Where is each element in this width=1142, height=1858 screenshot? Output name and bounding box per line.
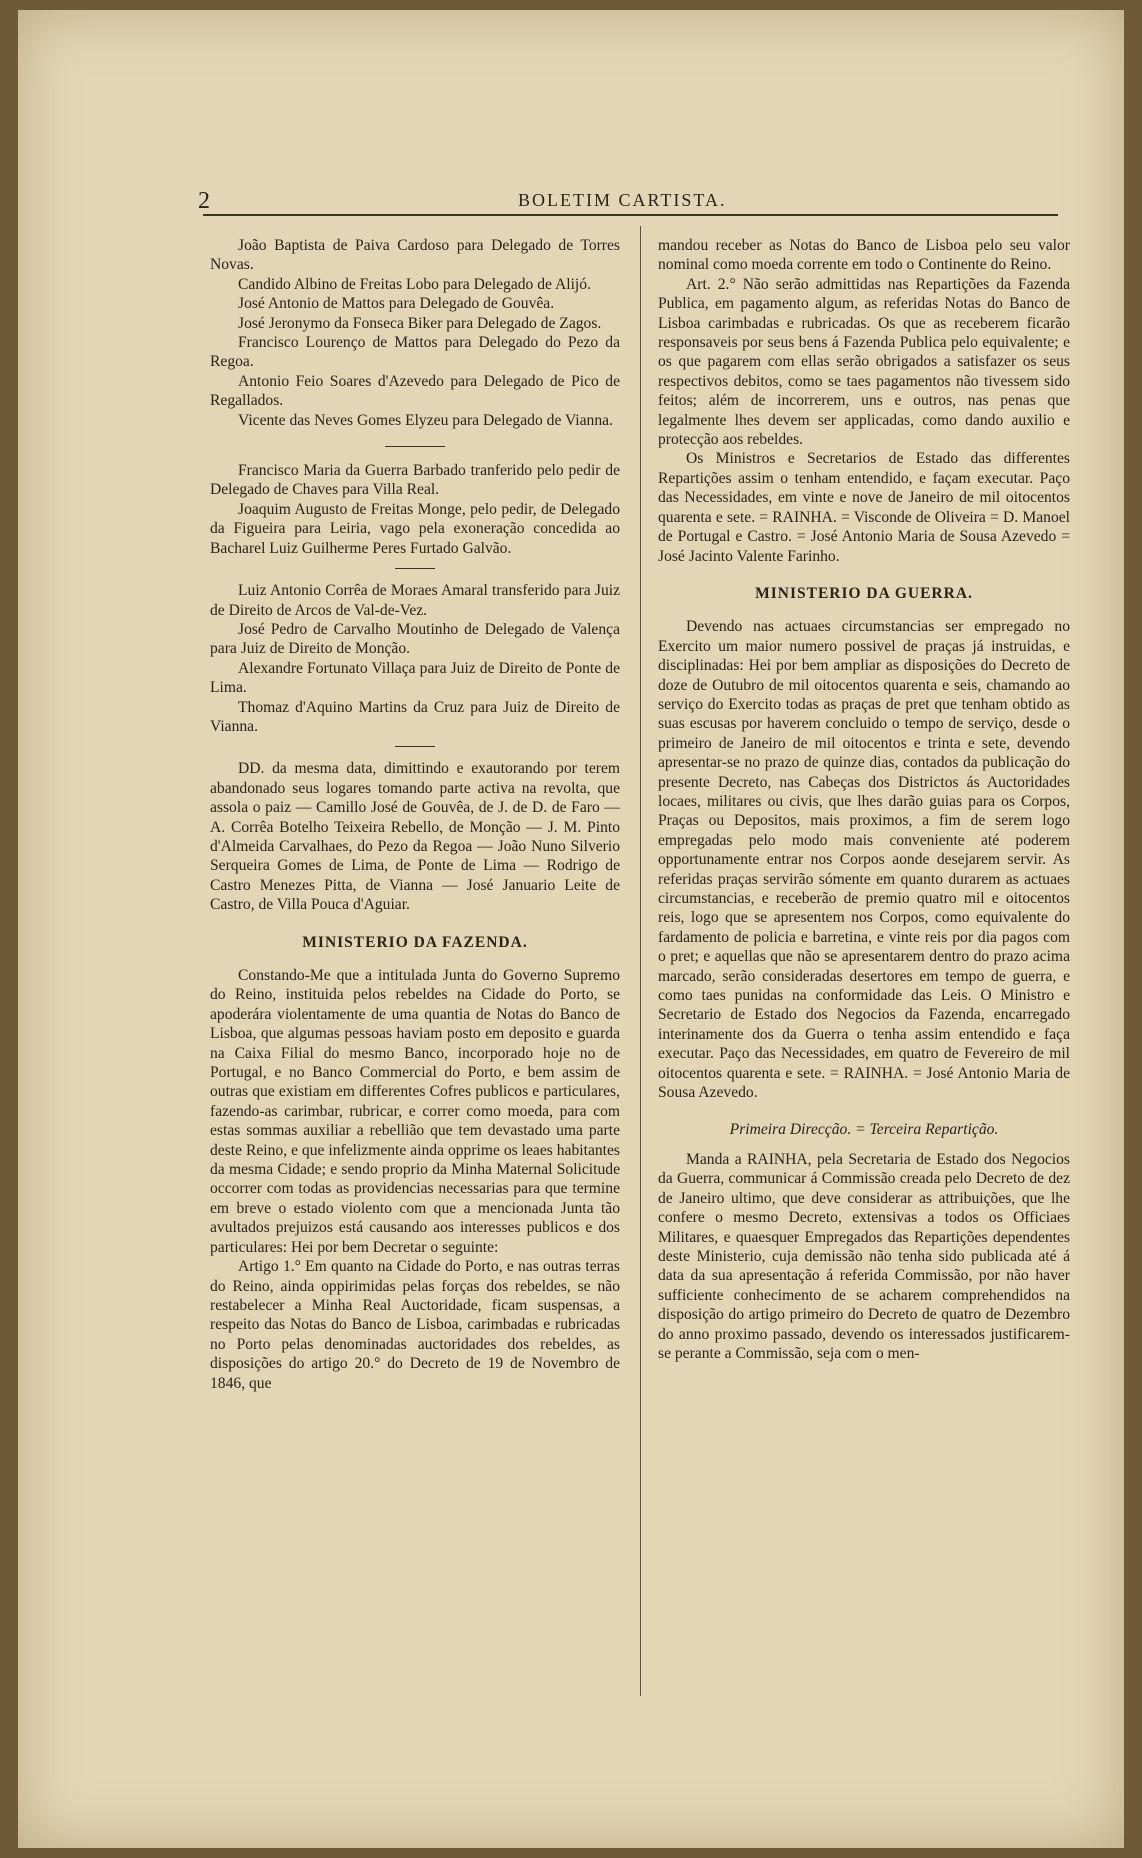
fazenda-article-2: Art. 2.° Não serão admittidas nas Repartições da Fazenda Publica, em pagamento algum, as referidas Notas do Banco de Lisboa carimbadas e rubricadas. Os que as receberem ficarão responsaveis por seus bens á Fazenda Publica pelo equivalente; e os que pagarem com ellas serão obrigados a satisfazer os seus respectivos debitos, como se taes pagamentos não tivessem sido feitos; além de incorrerem, uns e outros, nas penas que legalmente lhes devem ser applicadas, como dando auxilio e protecção aos rebeldes.	[658, 275, 1070, 449]
section-title-guerra: MINISTERIO DA GUERRA.	[755, 584, 973, 602]
dismissal-decree: DD. da mesma data, dimittindo e exautorando por terem abandonado seus logares tomando parte activa na revolta, que assola o paiz — Camillo José de Gouvêa, de J. de D. de Faro — A. Corrêa Botelho Teixeira Rebello, de Monção — J. M. Pinto d'Almeida Carvalhaes, do Pezo da Regoa — João Nuno Silverio Serqueira Gomes de Lima, de Ponte de Lima — Rodrigo de Castro Menezes Pitta, de Vianna — José Januario Leite de Castro, de Villa Pouca d'Aguiar.	[210, 760, 620, 914]
separator-rule	[385, 446, 445, 447]
running-title: BOLETIM CARTISTA.	[518, 190, 727, 210]
guerra-decree: Devendo nas actuaes circumstancias ser empregado no Exercito um maior numero possivel de praças já instruidas, e disciplinadas: Hei por bem ampliar as disposições do Decreto de doze de Outubro de mil oitocentos quarenta e seis, chamando ao serviço do Exercito todas as praças de pret que tenham obtido as suas escusas por haverem concluido o tempo de serviço, desde o primeiro de Janeiro de mil oitocentos e trinta e sete, devendo apresentar-se no prazo de quinze dias, contados da publicação do presente Decreto, nas Cabeças dos Districtos ás Auctoridades locaes, militares ou civis, que lhes darão guias para os Corpos, Praças ou Depositos, mais proximos, a fim de serem logo empregadas pelo modo mais conveniente até poderem opportunamente entrar nos Corpos aonde desejarem servir. As referidas praças servirão sómente em quanto durarem as actuaes circumstancias, e receberão de premio quatro mil e oitocentos reis, logo que se apresentem nos Corpos, como equivalente do fardamento de policia e barretina, e vinte reis por dia pagos com o pret; e aquellas que não se apresentarem dentro do prazo acima marcado, serão consideradas desertores em tempo de guerra, e como taes punidas na conformidade das Leis. O Ministro e Secretario de Estado dos Negocios da Fazenda, encarregado interinamente dos da Guerra o tenha assim entendido e faça executar. Paço das Necessidades, em quatro de Fevereiro de mil oitocentos quarenta e sete. = RAINHA. = José Antonio Maria de Sousa Azevedo.	[658, 618, 1070, 1102]
separator-rule	[395, 746, 435, 747]
delegate-entry: Francisco Lourenço de Mattos para Delegado do Pezo da Regoa.	[210, 334, 620, 371]
left-column	[210, 236, 620, 1393]
transfer-entry: Francisco Maria da Guerra Barbado tranferido pelo pedir de Delegado de Chaves para Villa Real.	[210, 462, 620, 499]
delegate-entry: José Jeronymo da Fonseca Biker para Delegado de Zagos.	[238, 314, 602, 332]
fazenda-decree-intro: Constando-Me que a intitulada Junta do Governo Supremo do Reino, instituida pelos rebeldes na Cidade do Porto, se apoderára violentamente de uma quantia de Notas do Banco de Lisboa, que algumas pessoas haviam posto em deposito e guarda na Caixa Filial do mesmo Banco, incorporado hoje no de Portugal, e no Banco Commercial do Porto, e bem assim de outras que existiam em differentes Cofres publicos e particulares, fazendo-as carimbar, rubricar, e correr como moeda, para com estas sommas auxiliar a rebellião que tem devastado uma parte deste Reino, e que infelizmente ainda opprime os leaes habitantes da mesma Cidade; e sendo proprio da Minha Maternal Solicitude occorrer com todas as providencias necessarias para que termine em breve o estado violento com que a mencionada Junta tão avultados prejuizos está causando aos interesses publicos e dos particulares: Hei por bem Decretar o seguinte:	[210, 967, 620, 1256]
subsection-title: Primeira Direcção. = Terceira Repartição.	[729, 1121, 999, 1139]
right-column	[658, 236, 1070, 1363]
delegate-entry: João Baptista de Paiva Cardoso para Delegado de Torres Novas.	[210, 237, 620, 274]
delegate-entry: Vicente das Neves Gomes Elyzeu para Delegado de Vianna.	[238, 411, 613, 429]
section-title-fazenda: MINISTERIO DA FAZENDA.	[302, 933, 528, 951]
column-divider	[640, 226, 641, 1696]
delegate-entry: Candido Albino de Freitas Lobo para Delegado de Alijó.	[238, 275, 591, 293]
decree-closing: Os Ministros e Secretarios de Estado das differentes Repartições assim o tenham entendido, e façam executar. Paço das Necessidades, em vinte e nove de Janeiro de mil oitocentos quarenta e sete. = RAINHA. = Visconde de Oliveira = D. Manoel de Portugal e Castro. = José Antonio Maria de Sousa Azevedo = José Jacinto Valente Farinho.	[658, 450, 1070, 565]
article-continuation: mandou receber as Notas do Banco de Lisboa pelo seu valor nominal como moeda corrente em todo o Continente do Reino.	[658, 237, 1070, 274]
delegate-entry: José Antonio de Mattos para Delegado de Gouvêa.	[238, 295, 555, 313]
manda-order: Manda a RAINHA, pela Secretaria de Estado dos Negocios da Guerra, communicar á Commissão creada pelo Decreto de dez de Janeiro ultimo, que deve considerar as attribuições, que lhe confere o mesmo Decreto, extensivas a todos os Officiaes Militares, e quaesquer Empregados das Repartições dependentes deste Ministerio, cuja demissão não tenha sido publicada até á data da sua apresentação á referida Commissão, por não haver sufficiente conhecimento de se acharem comprehendidos na disposição do artigo primeiro do Decreto de quatro de Dezembro do anno proximo passado, devendo os interessados justificarem-se perante a Commissão, seja com o men-	[658, 1150, 1070, 1362]
transfer-entry: Joaquim Augusto de Freitas Monge, pelo pedir, de Delegado da Figueira para Leiria, vago pela exoneração concedida ao Bacharel Luiz Guilherme Peres Furtado Galvão.	[210, 500, 620, 557]
page-number: 2	[198, 188, 210, 214]
header-rule	[203, 214, 1058, 216]
newspaper-page	[18, 10, 1124, 1848]
judge-entry: José Pedro de Carvalho Moutinho de Delegado de Valença para Juiz de Direito de Monção.	[210, 620, 620, 658]
judge-entry: Luiz Antonio Corrêa de Moraes Amaral transferido para Juiz de Direito de Arcos de Val-de-Vez.	[210, 582, 620, 619]
judge-entry: Alexandre Fortunato Villaça para Juiz de Direito de Ponte de Lima.	[210, 659, 620, 697]
judge-entry: Thomaz d'Aquino Martins da Cruz para Juiz de Direito de Vianna.	[210, 698, 620, 735]
delegate-entry: Antonio Feio Soares d'Azevedo para Delegado de Pico de Regallados.	[210, 372, 620, 410]
separator-rule	[395, 568, 435, 569]
fazenda-article-1: Artigo 1.° Em quanto na Cidade do Porto, e nas outras terras do Reino, ainda oppirimidas pelas forças dos rebeldes, se não restabelecer a Minha Real Auctoridade, ficam suspensas, a respeito das Notas do Banco de Lisboa, carimbadas e rubricadas no Porto pelas denominadas auctoridades dos rebeldes, as disposições do artigo 20.° do Decreto de 19 de Novembro de 1846, que	[210, 1258, 620, 1392]
